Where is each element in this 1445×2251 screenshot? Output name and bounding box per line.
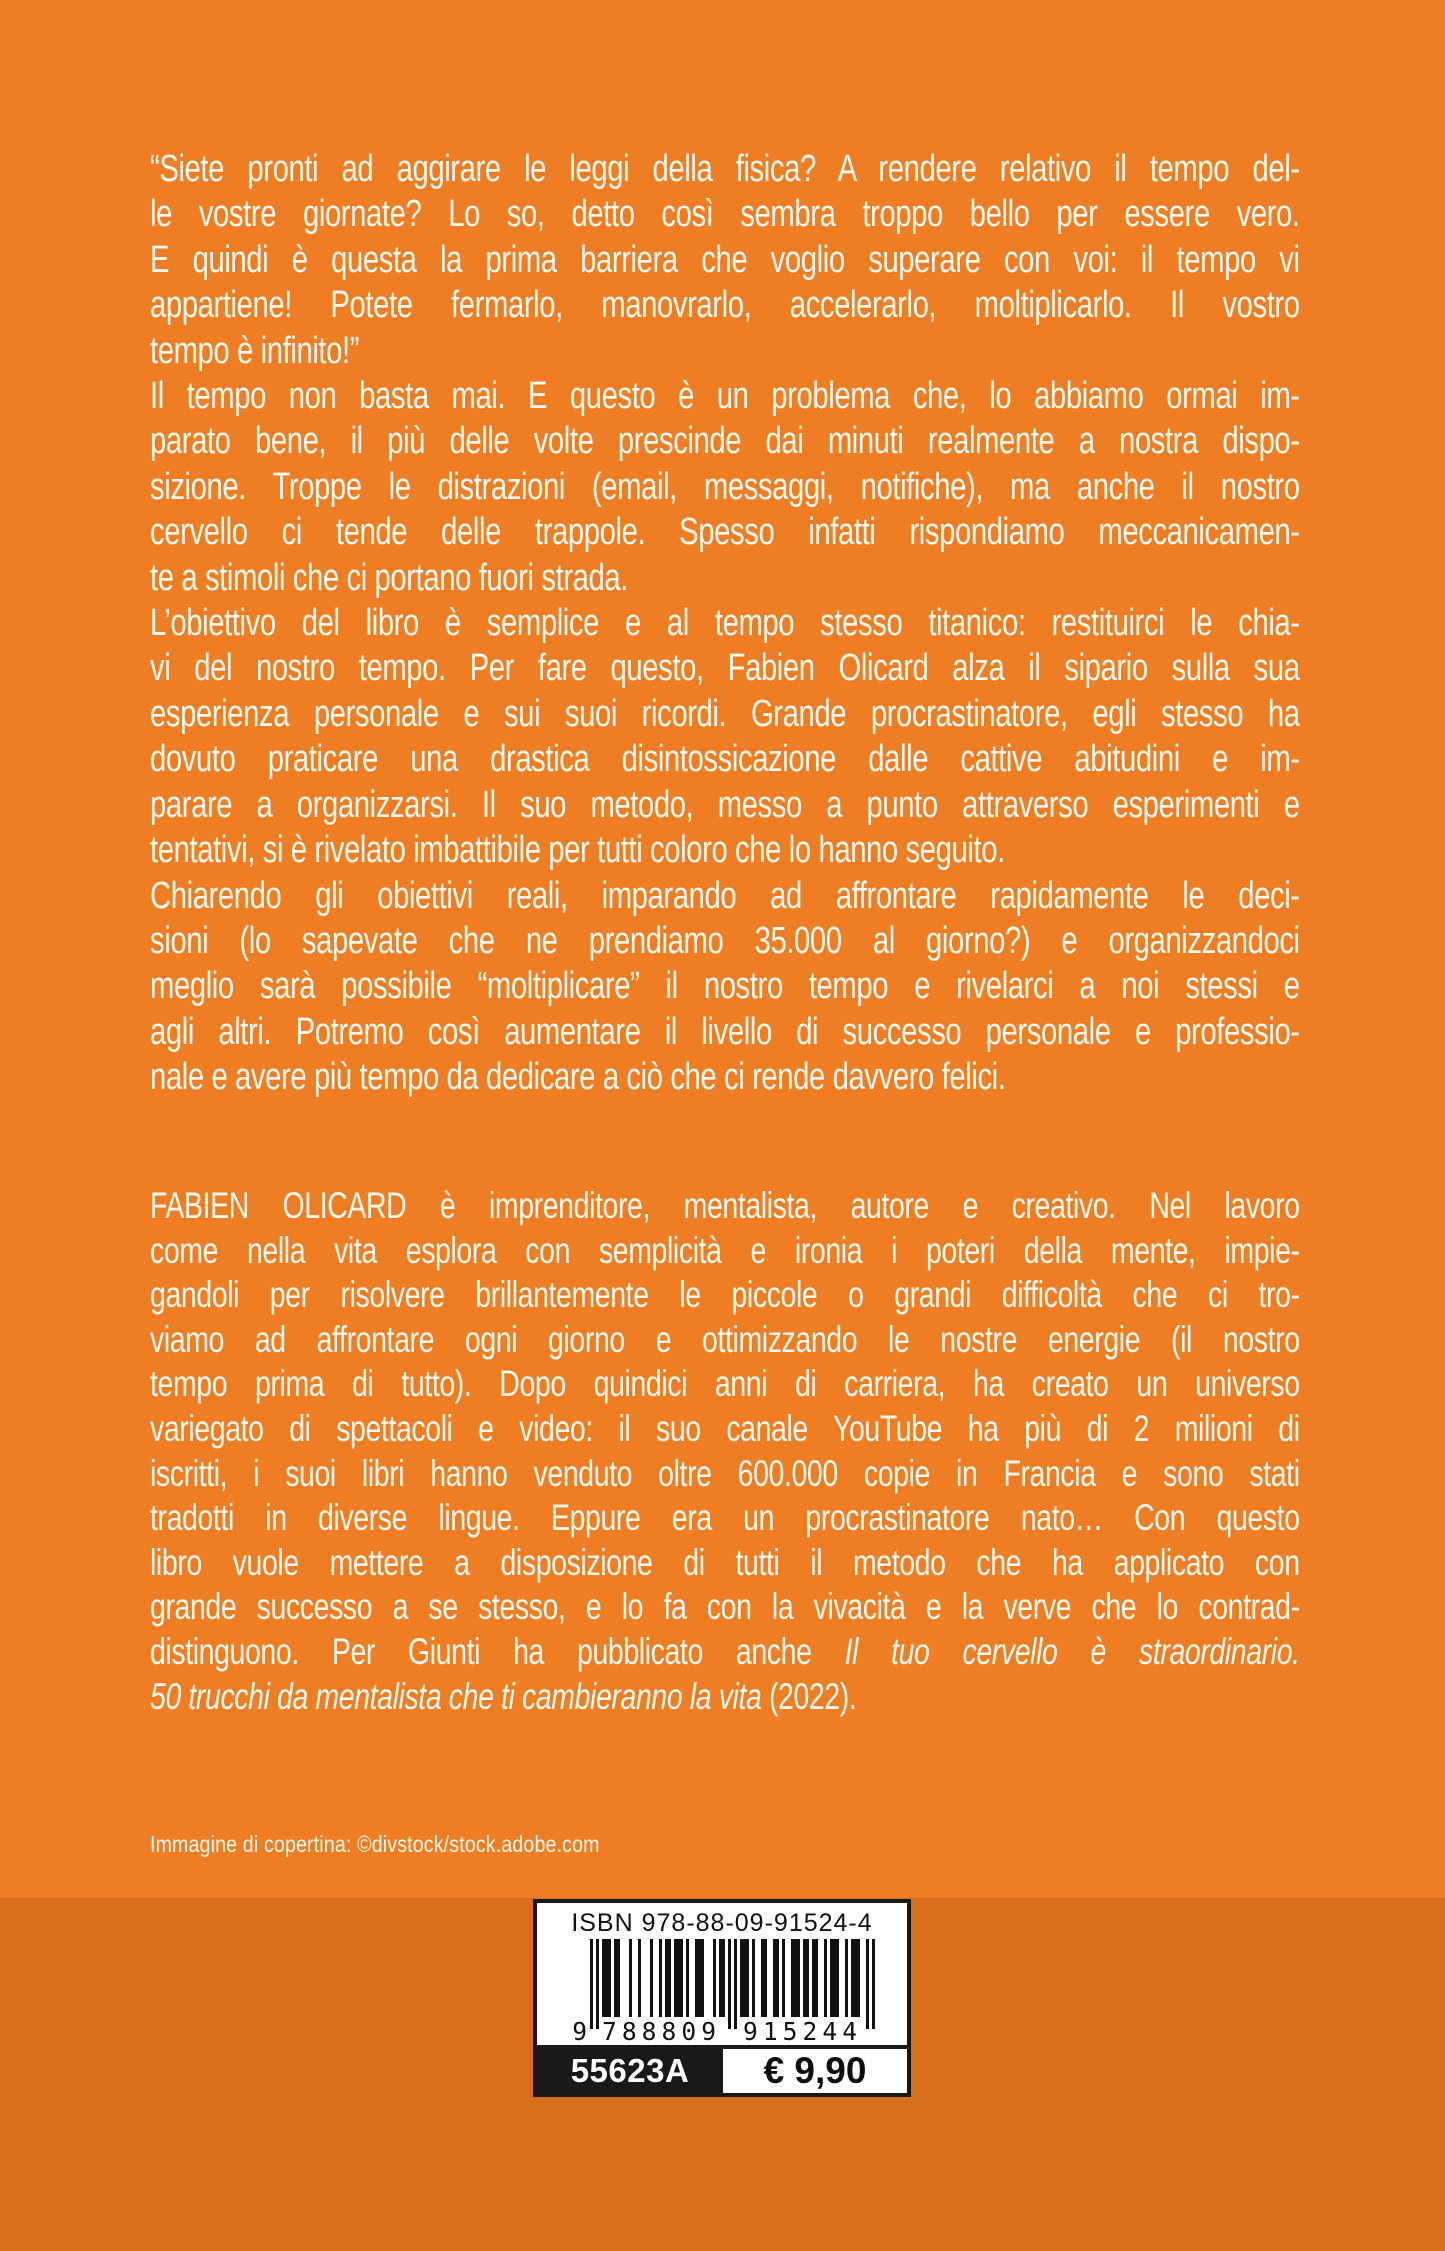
edition-code: 55623A <box>537 2049 723 2093</box>
svg-text:915244: 915244 <box>743 2016 857 2044</box>
blurb-line: vi del nostro tempo. Per fare questo, Fabien Olicard alza il sipario sulla sua <box>150 647 1300 690</box>
blurb-line: parare a organizzarsi. Il suo metodo, messo a punto attraverso esperimenti e <box>150 783 1300 826</box>
bio-line: gandoli per risolvere brillantemente le piccole o grandi difficoltà che ci tro- <box>150 1274 1300 1316</box>
blurb-line: E quindi è questa la prima barriera che voglio superare con voi: il tempo vi <box>150 238 1300 281</box>
blurb-line: Chiarendo gli obiettivi reali, imparando ad affrontare rapidamente le deci- <box>150 874 1300 917</box>
bio-line: FABIEN OLICARD è imprenditore, mentalista, autore e creativo. Nel lavoro <box>150 1185 1300 1226</box>
ean-barcode <box>566 1939 878 2044</box>
bio-line: come nella vita esplora con semplicità e ironia i poteri della mente, impie- <box>150 1229 1300 1271</box>
blurb-line: agli altri. Potremo così aumentare il livello di successo personale e professio- <box>150 1010 1300 1053</box>
cover-image-credit: Immagine di copertina: ©divstock/stock.adobe.com <box>150 1831 600 1857</box>
bio-line: distinguono. Per Giunti ha pubblicato anche Il tuo cervello è straordinario. <box>150 1630 1300 1672</box>
svg-text:788809: 788809 <box>602 2016 716 2044</box>
bio-line: viamo ad affrontare ogni giorno e ottimizzando le nostre energie (il nostro <box>150 1318 1300 1360</box>
blurb-line: esperienza personale e sui suoi ricordi. Grande procrastinatore, egli stesso ha <box>150 692 1300 735</box>
blurb-line: “Siete pronti ad aggirare le leggi della fisica? A rendere relativo il tempo del- <box>150 148 1300 190</box>
blurb <box>150 147 1300 1101</box>
blurb-line: cervello ci tende delle trappole. Spesso infatti rispondiamo meccanicamen- <box>150 511 1300 554</box>
bio-line: libro vuole mettere a disposizione di tutti il metodo che ha applicato con <box>150 1541 1300 1583</box>
bio-line: tempo prima di tutto). Dopo quindici anni di carriera, ha creato un universo <box>150 1363 1300 1405</box>
blurb-line: le vostre giornate? Lo so, detto così sembra troppo bello per essere vero. <box>150 193 1300 236</box>
price: € 9,90 <box>723 2049 907 2093</box>
blurb-line: appartiene! Potete fermarlo, manovrarlo, accelerarlo, moltiplicarlo. Il vostro <box>150 284 1300 327</box>
blurb-line: L’obiettivo del libro è semplice e al tempo stesso titanico: restituirci le chia- <box>150 602 1300 645</box>
bio-line: variegato di spettacoli e video: il suo canale YouTube ha più di 2 milioni di <box>150 1407 1300 1449</box>
price-row <box>537 2045 907 2093</box>
isbn-label: ISBN 978-88-09-91524-4 <box>571 1909 873 1937</box>
blurb-line: nale e avere più tempo da dedicare a ciò che ci rende davvero felici. <box>150 1056 1006 1099</box>
blurb-line: sizione. Troppe le distrazioni (email, messaggi, notifiche), ma anche il nostro <box>150 465 1300 508</box>
bio-line: grande successo a se stesso, e lo fa con la vivacità e la verve che lo contrad- <box>150 1586 1300 1628</box>
blurb-line: parato bene, il più delle volte prescinde dai minuti realmente a nostra dispo- <box>150 420 1300 463</box>
blurb-line: te a stimoli che ci portano fuori strada. <box>150 556 629 599</box>
svg-text:9: 9 <box>572 2016 587 2044</box>
blurb-line: dovuto praticare una drastica disintossicazione dalle cattive abitudini e im- <box>150 738 1300 781</box>
price-box <box>533 1899 911 2097</box>
blurb-line: meglio sarà possibile “moltiplicare” il nostro tempo e rivelarci a noi stessi e <box>150 965 1300 1008</box>
blurb-line: tempo è infinito!” <box>150 329 360 372</box>
author-bio <box>150 1184 1300 1719</box>
bio-line: tradotti in diverse lingue. Eppure era un procrastinatore nato… Con questo <box>150 1497 1300 1539</box>
blurb-line: tentativi, si è rivelato imbattibile per tutti coloro che lo hanno seguito. <box>150 829 1005 872</box>
blurb-line: sioni (lo sapevate che ne prendiamo 35.000 al giorno?) e organizzandoci <box>150 919 1300 962</box>
bio-line: 50 trucchi da mentalista che ti cambieranno la vita (2022). <box>150 1675 857 1717</box>
blurb-line: Il tempo non basta mai. E questo è un problema che, lo abbiamo ormai im- <box>150 375 1300 418</box>
bio-line: iscritti, i suoi libri hanno venduto oltre 600.000 copie in Francia e sono stati <box>150 1452 1300 1494</box>
